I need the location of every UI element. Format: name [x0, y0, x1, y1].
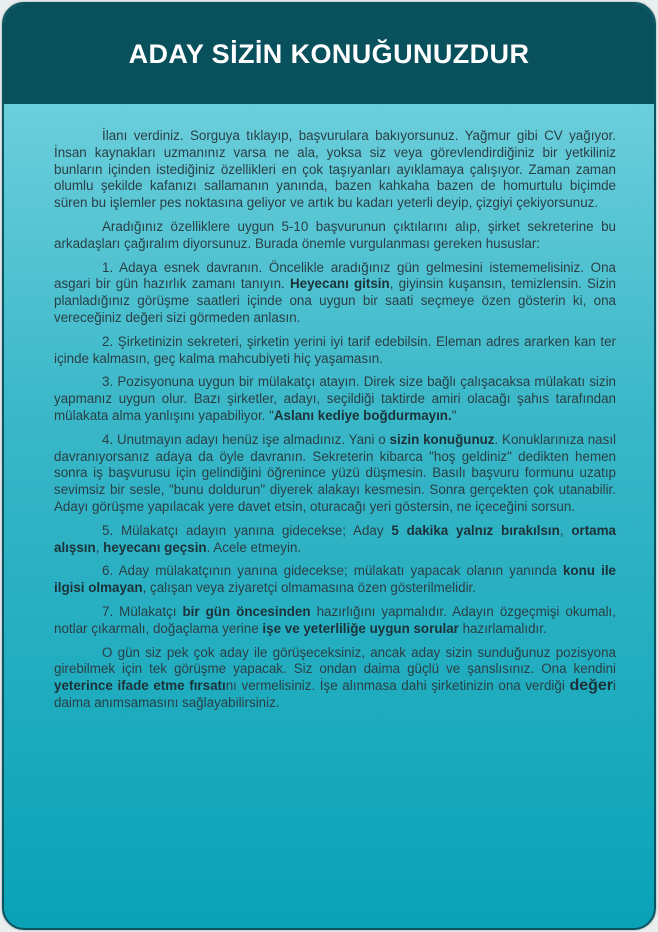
emphasis-text: Aslanı kediye boğdurmayın.	[273, 407, 452, 423]
page-title: ADAY SİZİN KONUĞUNUZDUR	[128, 38, 530, 69]
paragraph-9: 7. Mülakatçı bir gün öncesinden hazırlığını yapmalıdır. Adayın özgeçmişi okumalı, notlar çıkarmalı, doğaçlama yerine işe ve yeterliliğe uygun sorular hazırlamalıdır.	[54, 603, 616, 636]
paragraph-7: 5. Mülakatçı adayın yanına gidecekse; Aday 5 dakika yalnız bırakılsın, ortama alışsın, heyecanı geçsin. Acele etmeyin.	[54, 522, 616, 555]
emphasis-text: 5 dakika yalnız bırakılsın	[391, 522, 560, 538]
paragraph-5: 3. Pozisyonuna uygun bir mülakatçı atayın. Direk size bağlı çalışacaksa mülakatı sizin yapmanız uygun olur. Bazı şirketler, adayı, seçildiği taktirde amiri olacağı şahıs tarafından mülakata alma yanlışını yapabiliyor. "Aslanı kediye boğdurmayın."	[54, 374, 616, 423]
paragraph-2: Aradığınız özelliklere uygun 5-10 başvurunun çıktılarını alıp, şirket sekreterine bu arkadaşları çağıralım diyorsunuz. Burada önemle vurgulanması gereken hususlar:	[54, 218, 616, 251]
emphasis-text: işe ve yeterliliğe uygun sorular	[262, 620, 459, 636]
emphasis-text: heyecanı geçsin	[103, 539, 207, 555]
paragraph-4: 2. Şirketinizin sekreteri, şirketin yerini iyi tarif edebilsin. Eleman adres ararken kan ter içinde kalmasın, geç kalma mahcubiyeti hiç yaşamasın.	[54, 333, 616, 366]
emphasis-text: sizin konuğunuz	[389, 431, 495, 447]
emphasis-text: yeterince ifade etme fırsatı	[54, 678, 226, 694]
emphasis-text: konu ile ilgisi olmayan	[54, 563, 616, 596]
article-card	[2, 2, 656, 930]
paragraph-10: O gün siz pek çok aday ile görüşeceksiniz, ancak aday sizin sunduğunuz pozisyona girebilmek için tek görüşme yapacak. Siz ondan daima güçlü ve şanslısınız. Ona kendini yeterince ifade etme fırsatını vermelisiniz. İşe alınmasa dahi şirketinizin ona verdiği değeri daima anımsamasını sağlayabilirsiniz.	[54, 644, 616, 710]
emphasis-text: Heyecanı gitsin	[289, 276, 390, 292]
emphasis-text: ortama alışsın	[54, 522, 616, 555]
emphasis-text: değer	[569, 677, 614, 695]
title-banner	[4, 4, 654, 104]
paragraph-1: İlanı verdiniz. Sorguya tıklayıp, başvurulara bakıyorsunuz. Yağmur gibi CV yağıyor. İnsan kaynakları uzmanınız varsa ne ala, yoksa siz veya görevlendirdiğiniz bir yetkiliniz bunların içinden istediğiniz özellikleri en çok taşıyanları ayıklamaya çalışıyor. Zaman zaman olumlu şekilde kafanızı sallamanın yanında, bazen kahkaha bazen de homurtulu biçimde süren bu işlemler pes noktasına geliyor ve artık bu kadarı yeterli deyip, çizgiyi çekiyorsunuz.	[54, 128, 616, 211]
paragraph-3: 1. Adaya esnek davranın. Öncelikle aradığınız gün gelmesini istememelisiniz. Ona asgari bir gün hazırlık zamanı tanıyın. Heyecanı gitsin, giyinsin kuşansın, temizlensin. Sizin planladığınız görüşme saatleri içinde ona uygun bir saati seçmeye özen gösterin ki, ona vereceğiniz değeri sizi görmeden anlasın.	[54, 259, 616, 325]
emphasis-text: bir gün öncesinden	[182, 603, 311, 619]
paragraph-6: 4. Unutmayın adayı henüz işe almadınız. Yani o sizin konuğunuz. Konuklarınıza nasıl davranıyorsanız adaya da öyle davranın. Sekreterin kibarca "hoş geldiniz" dedikten hemen sonra iş başvurusu için gelindiğini öğrenince yüzü düşmesin. Basılı başvuru formunu uzatıp sevimsiz bir sesle, "bunu doldurun" diyerek alakayı kesmesin. Sonra gerçekten çok utanabilir. Adayı görüşme yapılacak yere davet etsin, oturacağı yeri göstersin, ne içeceğini sorsun.	[54, 431, 617, 514]
paragraph-8: 6. Aday mülakatçının yanına gidecekse; mülakatı yapacak olanın yanında konu ile ilgisi olmayan, çalışan veya ziyaretçi olmamasına özen gösterilmelidir.	[54, 563, 616, 596]
article-body	[54, 128, 616, 719]
